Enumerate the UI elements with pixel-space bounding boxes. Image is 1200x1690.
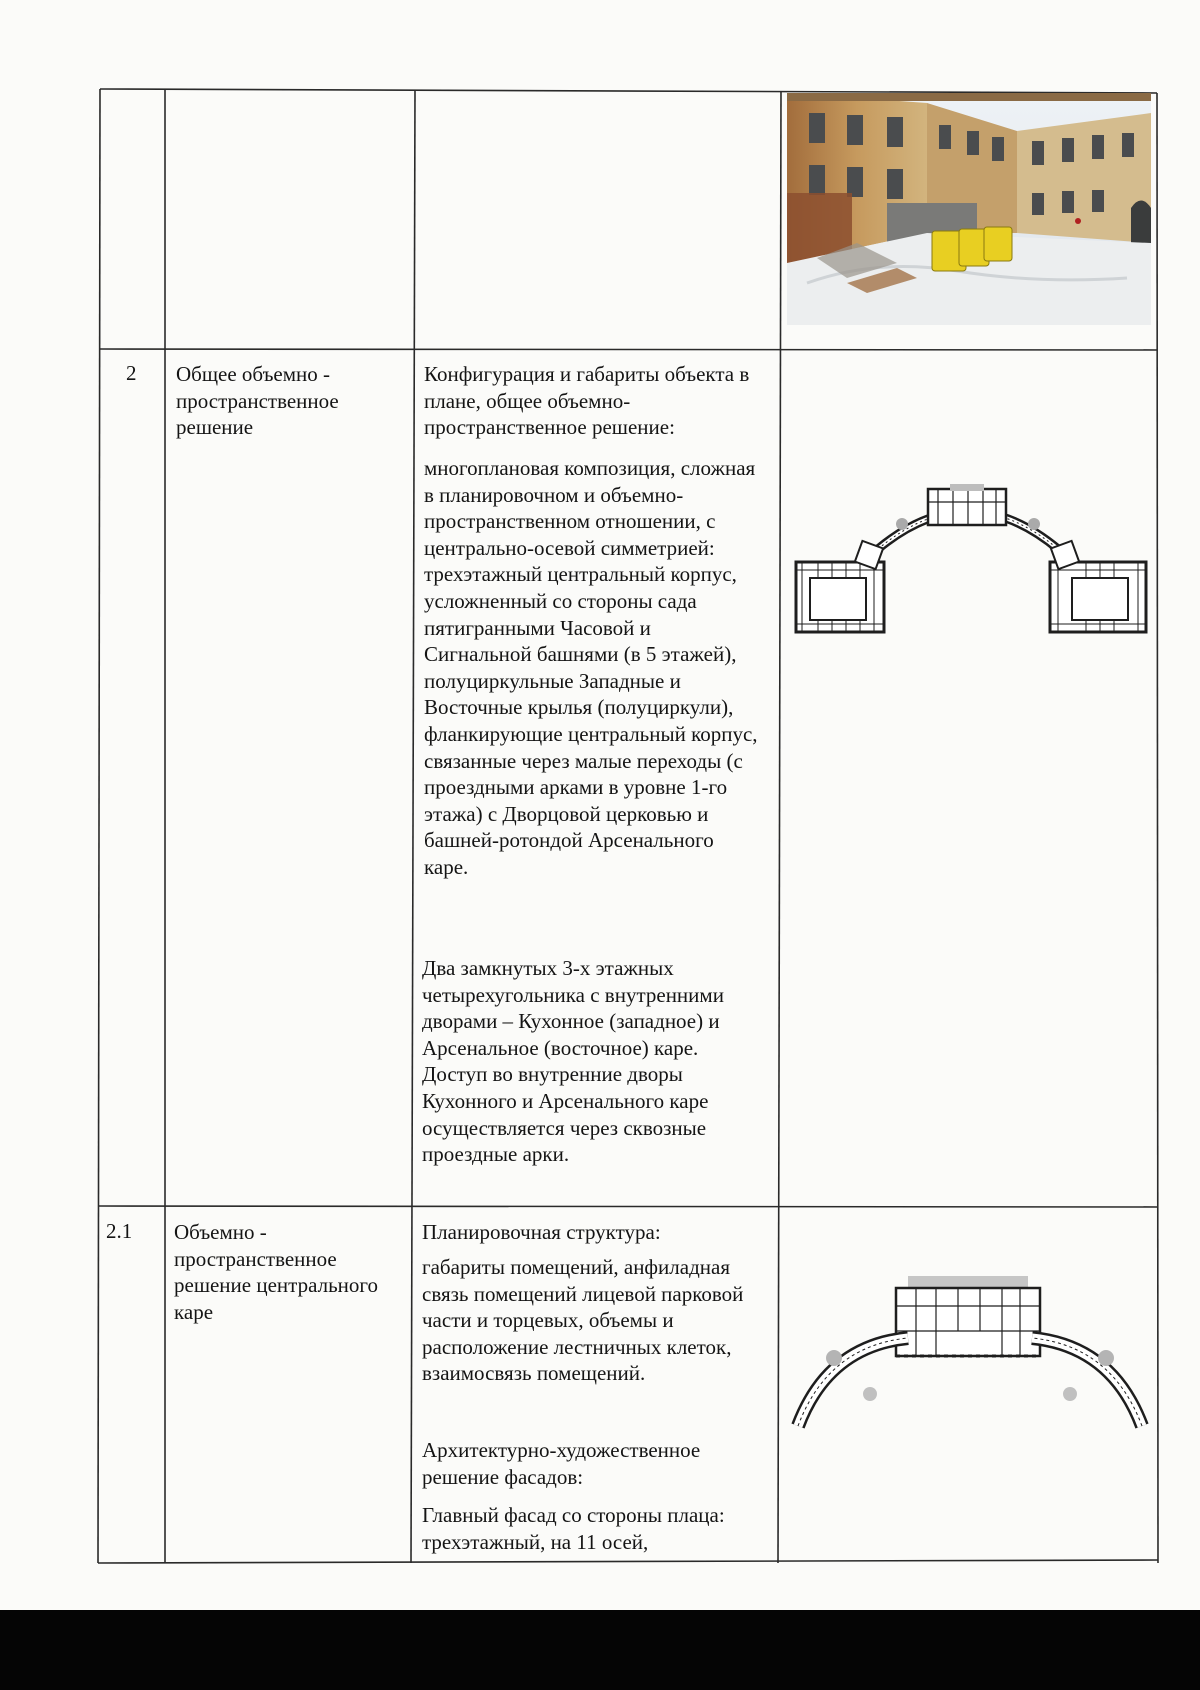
col-line-0 [98, 89, 100, 1563]
col-line-3 [778, 91, 781, 1563]
description-heading: Планировочная структура: [422, 1220, 661, 1244]
row-line-2 [99, 1206, 1157, 1207]
col-line-4 [1157, 93, 1158, 1563]
overall-floor-plan [788, 484, 1154, 638]
central-block-floor-plan [788, 1276, 1152, 1434]
courtyard-photo [787, 93, 1151, 325]
row-number: 2.1 [106, 1219, 133, 1243]
row-number: 2 [126, 361, 137, 385]
description-paragraph: Два замкнутых 3-х этажных четырехугольника с внутренними дворами – Кухонное (западное) и Арсенальное (восточное) каре. Доступ во внутренние дворы Кухонного и Арсенального каре осуществляется через сквозные проездные арки. [422, 956, 724, 1167]
description-heading: Конфигурация и габариты объекта в плане, общее объемно-пространственное решение: [424, 362, 750, 440]
element-name: Общее объемно - пространственное решение [176, 362, 339, 440]
description-heading: Архитектурно-художественное решение фасадов: [422, 1438, 701, 1489]
element-name: Объемно - пространственное решение центрального каре [174, 1220, 378, 1324]
table-bottom-border [98, 1560, 1158, 1563]
description-paragraph: Главный фасад со стороны плаца: трехэтажный, на 11 осей, [422, 1503, 725, 1554]
scan-bottom-edge [0, 1610, 1200, 1690]
col-line-2 [411, 90, 415, 1563]
row-line-1 [100, 349, 1157, 350]
description-paragraph: многоплановая композиция, сложная в планировочном и объемно-пространственном отношении, с центрально-осевой симметрией: трехэтажный центральный корпус, усложненный со стороны сада пятигранными Часовой и Сигнальной башнями (в 5 этажей), полуциркульные Западные и Восточные крылья (полуциркули), фланкирующие центральный корпус, связанные через малые переходы (с проездными арками в уровне 1-го этажа) с Дворцовой церковью и башней-ротондой Арсенального каре. [424, 456, 758, 879]
description-paragraph: габариты помещений, анфиладная связь помещений лицевой парковой части и торцевых, объемы и расположение лестничных клеток, взаимосвязь помещений. [422, 1255, 744, 1386]
